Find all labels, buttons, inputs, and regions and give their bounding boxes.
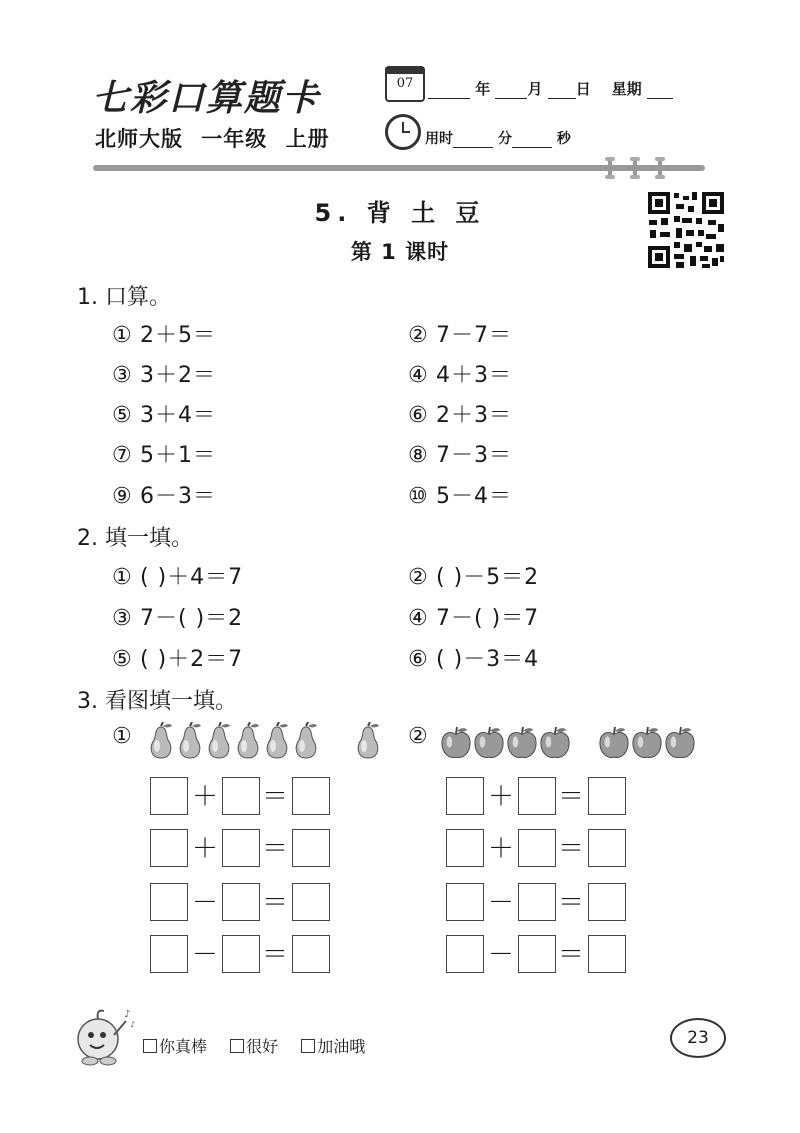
pear-icon bbox=[146, 722, 176, 764]
pear-icon bbox=[262, 722, 292, 764]
checkbox-icon bbox=[230, 1039, 244, 1053]
pear-icon bbox=[233, 722, 263, 764]
operator-sign: － bbox=[487, 888, 514, 918]
oral-calc-item: ④ 4＋3＝ bbox=[408, 363, 512, 388]
header-divider bbox=[93, 165, 705, 171]
apple-icon bbox=[440, 726, 472, 764]
binder-pin-icon bbox=[608, 157, 612, 179]
fill-blank-item: ⑥ ( )－3＝4 bbox=[408, 647, 540, 672]
checkbox-icon bbox=[301, 1039, 315, 1053]
fill-blank-item: ④ 7－( )＝7 bbox=[408, 606, 540, 631]
oral-calc-item: ③ 3＋2＝ bbox=[112, 363, 216, 388]
answer-box[interactable] bbox=[150, 883, 188, 921]
answer-box[interactable] bbox=[292, 829, 330, 867]
operator-sign: － bbox=[487, 940, 514, 970]
answer-box[interactable] bbox=[446, 829, 484, 867]
answer-box[interactable] bbox=[518, 829, 556, 867]
pear-icon bbox=[204, 722, 234, 764]
equals-sign: ＝ bbox=[261, 834, 288, 864]
oral-calc-item: ⑨ 6－3＝ bbox=[112, 484, 216, 509]
date-line bbox=[428, 78, 673, 99]
mascot-icon bbox=[68, 1005, 138, 1069]
operator-sign: － bbox=[191, 888, 218, 918]
year-label: 年 bbox=[475, 80, 491, 98]
answer-box[interactable] bbox=[222, 829, 260, 867]
pear-icon bbox=[291, 722, 321, 764]
fill-blank-item: ⑤ ( )＋2＝7 bbox=[112, 647, 244, 672]
equals-sign: ＝ bbox=[557, 940, 584, 970]
time-used-label: 用时 bbox=[425, 131, 453, 147]
oral-calc-item: ⑤ 3＋4＝ bbox=[112, 403, 216, 428]
answer-box[interactable] bbox=[222, 883, 260, 921]
apple-icon bbox=[506, 726, 538, 764]
oral-calc-item: ⑦ 5＋1＝ bbox=[112, 443, 216, 468]
binder-pin-icon bbox=[633, 157, 637, 179]
apple-icon bbox=[539, 726, 571, 764]
oral-calc-item: ② 7－7＝ bbox=[408, 323, 512, 348]
seconds-label: 秒 bbox=[556, 131, 571, 147]
answer-box[interactable] bbox=[150, 777, 188, 815]
fill-blank-item: ② ( )－5＝2 bbox=[408, 565, 540, 590]
pear-icon bbox=[353, 722, 383, 764]
operator-sign: － bbox=[191, 940, 218, 970]
fill-blank-item: ③ 7－( )＝2 bbox=[112, 606, 244, 631]
picture-item-number: ① bbox=[112, 724, 133, 749]
apple-icon bbox=[473, 726, 505, 764]
answer-box[interactable] bbox=[150, 829, 188, 867]
pear-icon bbox=[175, 722, 205, 764]
svg-text:♪: ♪ bbox=[130, 1020, 136, 1029]
apple-icon bbox=[631, 726, 663, 764]
equals-sign: ＝ bbox=[261, 888, 288, 918]
fill-blank-item: ① ( )＋4＝7 bbox=[112, 565, 244, 590]
answer-box[interactable] bbox=[446, 777, 484, 815]
answer-box[interactable] bbox=[292, 777, 330, 815]
answer-box[interactable] bbox=[446, 883, 484, 921]
page-number: 23 bbox=[670, 1018, 726, 1058]
answer-box[interactable] bbox=[292, 883, 330, 921]
answer-box[interactable] bbox=[446, 935, 484, 973]
weekday-label: 星期 bbox=[611, 80, 642, 98]
apple-icon bbox=[664, 726, 696, 764]
checkbox-icon bbox=[143, 1039, 157, 1053]
section-3-title: 3. 看图填一填。 bbox=[77, 689, 237, 714]
time-line bbox=[425, 128, 571, 148]
svg-text:♪: ♪ bbox=[124, 1009, 131, 1020]
answer-box[interactable] bbox=[588, 829, 626, 867]
edition-label: 北师大版 一年级 上册 bbox=[95, 127, 330, 151]
self-evaluation bbox=[143, 1034, 383, 1057]
month-label: 月 bbox=[527, 80, 543, 98]
answer-box[interactable] bbox=[150, 935, 188, 973]
qr-code-icon[interactable] bbox=[646, 190, 726, 270]
lesson-period: 第 1 课时 bbox=[350, 240, 450, 264]
answer-box[interactable] bbox=[518, 883, 556, 921]
minutes-label: 分 bbox=[497, 131, 512, 147]
oral-calc-item: ⑩ 5－4＝ bbox=[408, 484, 512, 509]
equals-sign: ＝ bbox=[261, 940, 288, 970]
oral-calc-item: ⑥ 2＋3＝ bbox=[408, 403, 512, 428]
oral-calc-item: ⑧ 7－3＝ bbox=[408, 443, 512, 468]
equals-sign: ＝ bbox=[557, 782, 584, 812]
clock-icon bbox=[385, 114, 421, 150]
answer-box[interactable] bbox=[222, 777, 260, 815]
operator-sign: ＋ bbox=[487, 782, 514, 812]
answer-box[interactable] bbox=[588, 935, 626, 973]
answer-box[interactable] bbox=[518, 935, 556, 973]
equals-sign: ＝ bbox=[261, 782, 288, 812]
eval-option-good[interactable]: 很好 bbox=[230, 1037, 278, 1056]
equals-sign: ＝ bbox=[557, 834, 584, 864]
calendar-day: 07 bbox=[396, 76, 414, 91]
operator-sign: ＋ bbox=[191, 834, 218, 864]
section-2-title: 2. 填一填。 bbox=[77, 526, 193, 551]
answer-box[interactable] bbox=[588, 883, 626, 921]
eval-option-keep-going[interactable]: 加油哦 bbox=[301, 1037, 365, 1056]
answer-box[interactable] bbox=[588, 777, 626, 815]
brand-title: 七彩口算题卡 bbox=[92, 78, 321, 119]
answer-box[interactable] bbox=[292, 935, 330, 973]
oral-calc-item: ① 2＋5＝ bbox=[112, 323, 216, 348]
section-1-title: 1. 口算。 bbox=[77, 285, 171, 310]
binder-pin-icon bbox=[658, 157, 662, 179]
answer-box[interactable] bbox=[222, 935, 260, 973]
operator-sign: ＋ bbox=[487, 834, 514, 864]
apple-icon bbox=[598, 726, 630, 764]
eval-option-great[interactable]: 你真棒 bbox=[143, 1037, 207, 1056]
operator-sign: ＋ bbox=[191, 782, 218, 812]
picture-item-number: ② bbox=[408, 724, 429, 749]
equals-sign: ＝ bbox=[557, 888, 584, 918]
lesson-title: 5. 背 土 豆 bbox=[314, 199, 486, 227]
day-label: 日 bbox=[575, 80, 591, 98]
calendar-icon bbox=[385, 66, 425, 102]
answer-box[interactable] bbox=[518, 777, 556, 815]
